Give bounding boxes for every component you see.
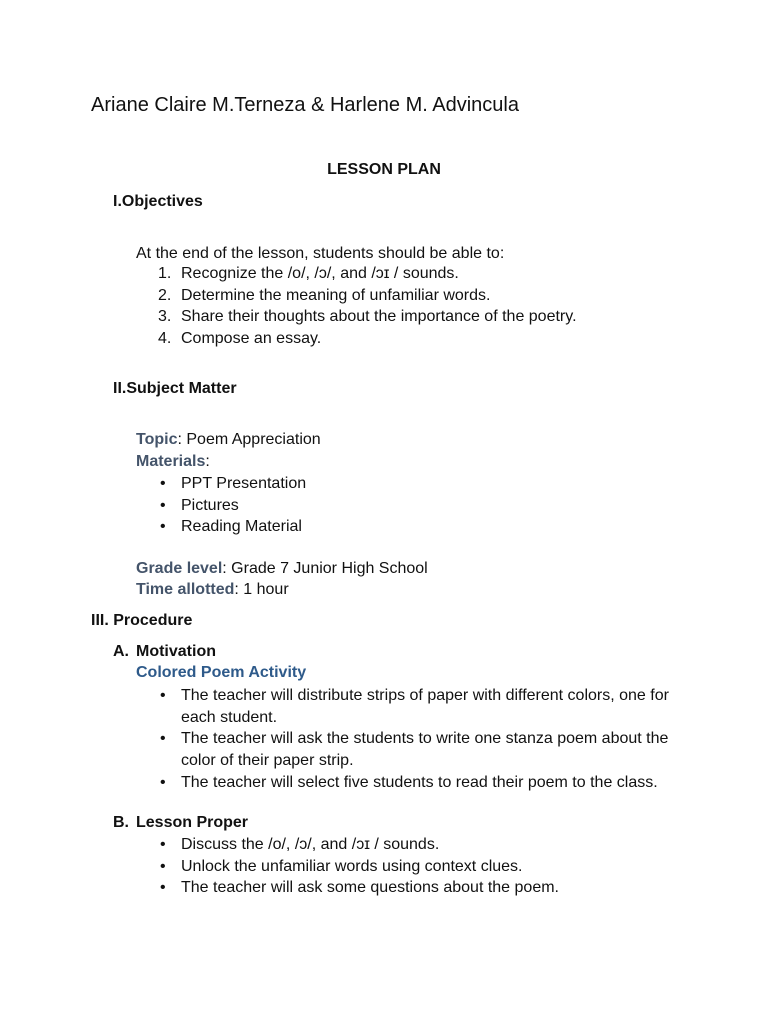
motivation-item: • The teacher will select five students to read their poem to the class. xyxy=(136,772,696,794)
lesson-proper-heading: Lesson Proper xyxy=(136,814,249,831)
objective-number: 1. xyxy=(158,265,172,282)
objective-text: Share their thoughts about the importance of the poetry. xyxy=(181,308,577,325)
grade-level-line xyxy=(136,559,428,579)
topic-value: : Poem Appreciation xyxy=(177,431,321,448)
time-allotted-line xyxy=(136,580,289,600)
procedure-heading: III. Procedure xyxy=(91,612,193,629)
topic-label: Topic xyxy=(136,431,178,448)
objective-text: Compose an essay. xyxy=(181,329,322,347)
document-authors: Ariane Claire M.Terneza & Harlene M. Advincula xyxy=(91,94,519,116)
objective-item xyxy=(136,285,577,307)
lesson-proper-item: • Discuss the /o/, /ɔ/, and /ɔɪ / sounds. xyxy=(136,834,696,856)
lesson-proper-item: • The teacher will ask some questions about the poem. xyxy=(136,877,696,899)
material-item: • Pictures xyxy=(136,495,696,517)
grade-level-label: Grade level xyxy=(136,560,223,577)
objectives-list xyxy=(136,263,577,349)
objective-item xyxy=(136,328,577,350)
materials-list xyxy=(136,473,696,538)
motivation-item: • The teacher will distribute strips of paper with different colors, one for each student. xyxy=(136,685,696,728)
objective-number: 2. xyxy=(158,286,172,304)
time-allotted-value: : 1 hour xyxy=(234,581,289,598)
document-title: LESSON PLAN xyxy=(327,161,441,178)
activity-title: Colored Poem Activity xyxy=(136,664,307,681)
objectives-intro: At the end of the lesson, students should be able to: xyxy=(136,245,505,262)
materials-label: Materials xyxy=(136,453,206,470)
motivation-list xyxy=(136,685,696,794)
objective-text: Recognize the /o/, /ɔ/, and /ɔɪ / sounds. xyxy=(181,265,459,282)
objective-item xyxy=(136,263,577,285)
motivation-heading: Motivation xyxy=(136,643,216,660)
subject-matter-heading: II.Subject Matter xyxy=(113,380,237,397)
material-item: • PPT Presentation xyxy=(136,473,696,495)
motivation-item: • The teacher will ask the students to write one stanza poem about the color of their paper strip. xyxy=(136,728,696,771)
materials-colon: : xyxy=(205,453,210,470)
lesson-proper-letter: B. xyxy=(113,814,129,831)
motivation-letter: A. xyxy=(113,643,129,660)
objective-number: 4. xyxy=(158,329,172,347)
lesson-proper-list xyxy=(136,834,696,899)
objective-text: Determine the meaning of unfamiliar words. xyxy=(181,286,491,304)
materials-line xyxy=(136,452,210,472)
topic-line xyxy=(136,430,321,450)
grade-level-value: : Grade 7 Junior High School xyxy=(222,560,428,577)
objective-item xyxy=(136,306,577,328)
time-allotted-label: Time allotted xyxy=(136,581,235,598)
lesson-proper-item: • Unlock the unfamiliar words using context clues. xyxy=(136,856,696,878)
objective-number: 3. xyxy=(158,308,172,325)
objectives-heading: I.Objectives xyxy=(113,193,203,210)
material-item: • Reading Material xyxy=(136,516,696,538)
